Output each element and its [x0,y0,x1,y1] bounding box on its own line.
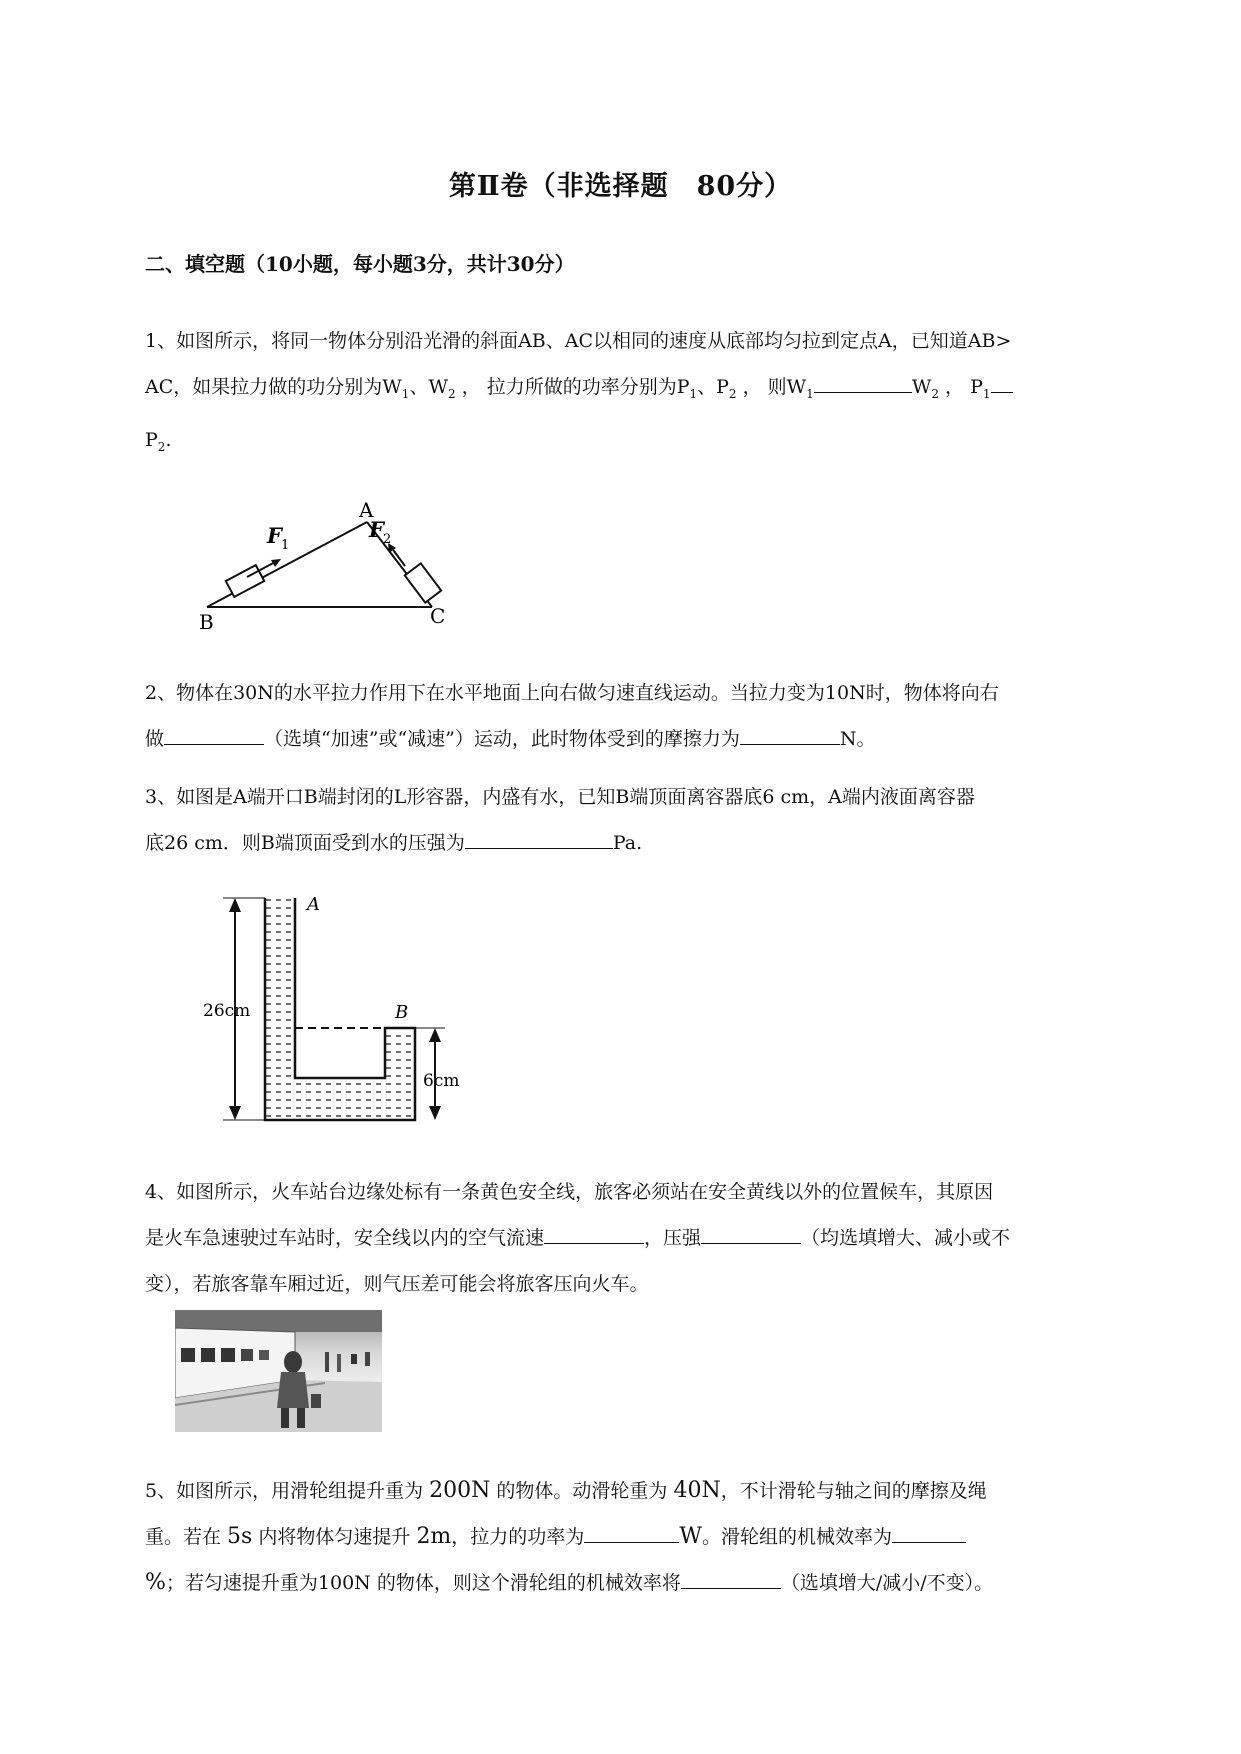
q1-sub: 1 [982,386,991,401]
q4-answer-blank-2[interactable] [701,1221,801,1244]
q5-text: 5、如图所示，用滑轮组提升重为 [145,1480,430,1502]
q5-answer-blank-1[interactable] [584,1520,679,1543]
q5-value: 40N [673,1478,721,1503]
q5-answer-blank-3[interactable] [681,1566,781,1589]
q4-line3: 变），若旅客靠车厢过近，则气压差可能会将旅客压向火车。 [145,1273,649,1295]
l-container-figure [195,888,475,1128]
dim-arrow-top [229,898,241,912]
incline-figure [195,495,465,635]
q1-text: 、W [409,376,448,398]
label-26cm: 26cm [203,1001,251,1021]
q1-text: P [145,428,158,451]
q5-value: 200N [429,1478,491,1503]
water-region [265,898,415,1120]
q1-text: W [911,376,932,398]
q5-text: ，拉力的功率为 [451,1526,585,1548]
label-f2-sub: 2 [383,532,392,547]
q1-text: ， 则W [736,376,807,398]
q3-text: 底26 cm．则B端顶面受到水的压强为 [145,832,465,854]
label-a: A [307,894,320,915]
question-3 [145,774,1150,866]
q4-text: 是火车急速驶过车站时，安全线以内的空气流速 [145,1227,545,1249]
q1-line1: 1、如图所示，将同一物体分别沿光滑的斜面AB、AC以相同的速度从底部均匀拉到定点A，已知道AB> [145,330,1012,352]
q2-text: 做 [145,728,165,750]
question-4 [145,1169,1150,1307]
incline-ab [207,522,367,607]
q1-answer-blank-2[interactable] [991,370,1013,393]
label-a: A [359,498,374,522]
block-c [405,563,441,602]
q1-line3 [145,417,1150,470]
page-title: 第Ⅱ卷（非选择题 80分） [448,171,793,202]
section-heading: 二、填空题（10小题，每小题3分，共计30分） [145,252,575,276]
q1-text: AC，如果拉力做的功分别为W [145,376,402,398]
q5-line3 [145,1560,1150,1606]
label-6cm: 6cm [423,1071,460,1091]
q1-sub: 2 [931,386,939,401]
q1-text: 、P [697,376,729,398]
q2-text: N。 [839,728,876,750]
train-station-photo [175,1310,382,1432]
q4-line2 [145,1215,1150,1261]
label-f2: F [369,517,384,542]
q4-answer-blank-1[interactable] [544,1221,644,1244]
q5-value: 5s [227,1524,253,1549]
q1-sub: 1 [401,386,410,401]
q4-text: ，压强 [644,1227,702,1249]
question-5 [145,1468,1150,1606]
q5-value: 2m [416,1524,452,1549]
q1-sub: 1 [806,386,814,401]
q3-line1: 3、如图是A端开口B端封闭的L形容器，内盛有水，已知B端顶面离容器底6 cm，A端内液面离容器 [145,786,975,808]
q2-line2 [145,716,1150,762]
q3-line2 [145,820,1150,866]
q1-sub: 2 [447,386,456,401]
q2-text: （选填“加速”或“减速”）运动，此时物体受到的摩擦力为 [264,728,740,750]
q1-text: ， 拉力所做的功率分别为P [455,376,690,398]
q5-text: ，不计滑轮与轴之间的摩擦及绳 [720,1480,987,1502]
q1-answer-blank-1[interactable] [814,370,912,393]
q5-text: 。滑轮组的机械效率为 [701,1526,892,1548]
q5-line1 [145,1468,1150,1514]
label-b: B [395,1002,409,1023]
q3-text: Pa. [612,832,643,854]
q1-sub: 2 [157,439,166,454]
q1-text: . [165,428,172,451]
q5-text: 内将物体匀速提升 [252,1526,417,1548]
q5-answer-blank-2[interactable] [892,1520,966,1543]
q5-line2 [145,1514,1150,1560]
label-f1-sub: 1 [281,538,290,553]
q2-answer-blank-2[interactable] [740,722,840,745]
dim6-arrow-bottom [429,1106,441,1120]
q1-sub: 1 [689,386,698,401]
label-c: C [430,604,446,628]
label-f1: F [267,523,282,548]
q4-text: （均选填增大、减小或不 [801,1227,1011,1249]
q1-text: ， P [938,376,983,398]
question-1 [145,318,1150,470]
q1-sub: 2 [728,386,737,401]
label-b: B [199,610,214,634]
q5-value: % [145,1570,166,1595]
q5-text: ；若匀速提升重为100N 的物体，则这个滑轮组的机械效率将 [165,1572,681,1594]
question-2 [145,670,1150,762]
q5-text: 重。若在 [145,1526,228,1548]
dim6-arrow-top [429,1028,441,1042]
q2-answer-blank-1[interactable] [164,722,264,745]
q5-text: （选填增大/减小/不变）。 [780,1572,994,1594]
dim-arrow-bottom [229,1106,241,1120]
q5-text: 的物体。动滑轮重为 [490,1480,674,1502]
q2-line1: 2、物体在30N的水平拉力作用下在水平地面上向右做匀速直线运动。当拉力变为10N时，物体将向右 [145,682,999,704]
photo-drawing [175,1310,382,1432]
q3-answer-blank[interactable] [465,826,613,849]
q4-line1: 4、如图所示，火车站台边缘处标有一条黄色安全线，旅客必须站在安全黄线以外的位置候车，其原因 [145,1181,994,1203]
q5-value: W [679,1524,702,1549]
q1-line2 [145,364,1150,417]
